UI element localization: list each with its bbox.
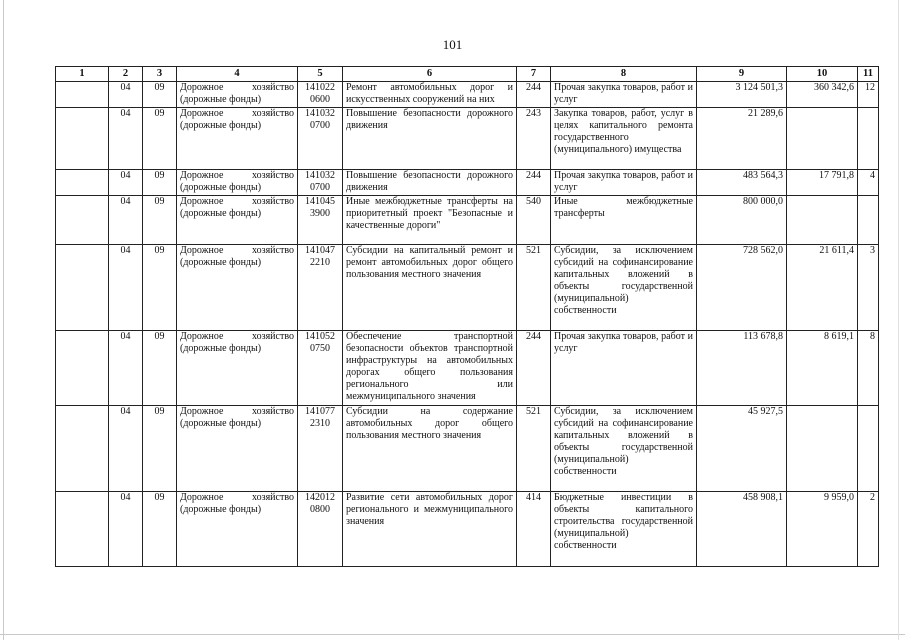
cell-section: 04	[109, 170, 143, 196]
cell-subsection: 09	[143, 331, 177, 406]
column-header: 9	[697, 67, 787, 82]
cell-target-name: Повышение безопасности дорожного движения	[343, 170, 517, 196]
cell-target-code: 141032 0700	[298, 108, 343, 170]
column-header: 1	[56, 67, 109, 82]
cell-target-name: Иные межбюджетные трансферты на приоритетный проект "Безопасные и качественные дороги"	[343, 196, 517, 245]
cell-section: 04	[109, 82, 143, 108]
cell-expense-name: Иные межбюджетные трансферты	[551, 196, 697, 245]
cell-col11: 2	[858, 492, 879, 567]
cell-expense-type: 521	[517, 245, 551, 331]
cell-expense-type: 244	[517, 170, 551, 196]
cell-col11: 3	[858, 245, 879, 331]
cell-expense-type: 540	[517, 196, 551, 245]
cell-subsection-name: Дорожное хозяйство (дорожные фонды)	[177, 170, 298, 196]
table-row	[56, 82, 879, 108]
cell-expense-name: Бюджетные инвестиции в объекты капитального строительства государственной (муниципальной) собственности	[551, 492, 697, 567]
cell-expense-name: Закупка товаров, работ, услуг в целях капитального ремонта государственного (муниципального) имущества	[551, 108, 697, 170]
cell-col11	[858, 196, 879, 245]
column-header: 3	[143, 67, 177, 82]
cell-target-code: 142012 0800	[298, 492, 343, 567]
column-header: 4	[177, 67, 298, 82]
cell-subsection: 09	[143, 406, 177, 492]
cell-target-code: 141045 3900	[298, 196, 343, 245]
cell-col1	[56, 82, 109, 108]
cell-target-code: 141047 2210	[298, 245, 343, 331]
cell-target-name: Обеспечение транспортной безопасности объектов транспортной инфраструктуры на автомобильных дорогах общего пользования регионального или межмуниципального значения	[343, 331, 517, 406]
cell-subsection-name: Дорожное хозяйство (дорожные фонды)	[177, 245, 298, 331]
table-row	[56, 492, 879, 567]
scan-edge-right	[898, 0, 899, 640]
cell-col1	[56, 196, 109, 245]
cell-amount: 45 927,5	[697, 406, 787, 492]
cell-col1	[56, 492, 109, 567]
cell-subsection-name: Дорожное хозяйство (дорожные фонды)	[177, 406, 298, 492]
cell-section: 04	[109, 406, 143, 492]
cell-col1	[56, 406, 109, 492]
cell-amount: 483 564,3	[697, 170, 787, 196]
table-row	[56, 245, 879, 331]
cell-subsection: 09	[143, 196, 177, 245]
cell-amount: 113 678,8	[697, 331, 787, 406]
cell-subsection: 09	[143, 82, 177, 108]
cell-expense-name: Субсидии, за исключением субсидий на софинансирование капитальных вложений в объекты государственной (муниципальной) собственности	[551, 406, 697, 492]
cell-amount-2: 21 611,4	[787, 245, 858, 331]
cell-col11: 12	[858, 82, 879, 108]
cell-amount-2: 9 959,0	[787, 492, 858, 567]
cell-subsection: 09	[143, 492, 177, 567]
cell-amount-2: 17 791,8	[787, 170, 858, 196]
cell-amount-2: 8 619,1	[787, 331, 858, 406]
cell-amount: 458 908,1	[697, 492, 787, 567]
cell-amount-2	[787, 196, 858, 245]
cell-expense-name: Прочая закупка товаров, работ и услуг	[551, 331, 697, 406]
cell-col11: 4	[858, 170, 879, 196]
table-row	[56, 331, 879, 406]
cell-target-code: 141032 0700	[298, 170, 343, 196]
cell-amount: 21 289,6	[697, 108, 787, 170]
cell-target-name: Повышение безопасности дорожного движения	[343, 108, 517, 170]
scan-edge-bottom	[0, 634, 905, 635]
table-row	[56, 406, 879, 492]
cell-expense-type: 521	[517, 406, 551, 492]
table-row	[56, 196, 879, 245]
cell-expense-type: 244	[517, 331, 551, 406]
cell-amount-2	[787, 108, 858, 170]
cell-amount-2	[787, 406, 858, 492]
page-number: 101	[442, 37, 463, 52]
cell-col11: 8	[858, 331, 879, 406]
table-row	[56, 170, 879, 196]
cell-col11	[858, 406, 879, 492]
column-header: 10	[787, 67, 858, 82]
column-header: 5	[298, 67, 343, 82]
cell-col1	[56, 331, 109, 406]
table-header-row	[56, 67, 879, 82]
cell-section: 04	[109, 196, 143, 245]
table-row	[56, 108, 879, 170]
cell-target-code: 141052 0750	[298, 331, 343, 406]
cell-expense-name: Прочая закупка товаров, работ и услуг	[551, 82, 697, 108]
cell-expense-type: 244	[517, 82, 551, 108]
cell-col11	[858, 108, 879, 170]
cell-section: 04	[109, 108, 143, 170]
cell-amount: 800 000,0	[697, 196, 787, 245]
column-header: 2	[109, 67, 143, 82]
cell-subsection-name: Дорожное хозяйство (дорожные фонды)	[177, 331, 298, 406]
cell-subsection-name: Дорожное хозяйство (дорожные фонды)	[177, 108, 298, 170]
cell-subsection: 09	[143, 245, 177, 331]
column-header: 6	[343, 67, 517, 82]
cell-amount: 3 124 501,3	[697, 82, 787, 108]
cell-section: 04	[109, 492, 143, 567]
column-header: 7	[517, 67, 551, 82]
cell-amount: 728 562,0	[697, 245, 787, 331]
cell-expense-type: 243	[517, 108, 551, 170]
cell-target-name: Субсидии на содержание автомобильных дорог общего пользования местного значения	[343, 406, 517, 492]
cell-subsection-name: Дорожное хозяйство (дорожные фонды)	[177, 82, 298, 108]
cell-section: 04	[109, 331, 143, 406]
cell-target-code: 141022 0600	[298, 82, 343, 108]
cell-col1	[56, 108, 109, 170]
scan-edge-left	[3, 0, 4, 640]
cell-target-name: Субсидии на капитальный ремонт и ремонт автомобильных дорог общего пользования местного значения	[343, 245, 517, 331]
cell-subsection-name: Дорожное хозяйство (дорожные фонды)	[177, 492, 298, 567]
cell-target-code: 141077 2310	[298, 406, 343, 492]
cell-expense-name: Прочая закупка товаров, работ и услуг	[551, 170, 697, 196]
cell-amount-2: 360 342,6	[787, 82, 858, 108]
cell-subsection: 09	[143, 170, 177, 196]
cell-col1	[56, 245, 109, 331]
column-header: 8	[551, 67, 697, 82]
column-header: 11	[858, 67, 879, 82]
cell-expense-name: Субсидии, за исключением субсидий на софинансирование капитальных вложений в объекты государственной (муниципальной) собственности	[551, 245, 697, 331]
cell-target-name: Развитие сети автомобильных дорог регионального и межмуниципального значения	[343, 492, 517, 567]
cell-subsection-name: Дорожное хозяйство (дорожные фонды)	[177, 196, 298, 245]
cell-expense-type: 414	[517, 492, 551, 567]
cell-section: 04	[109, 245, 143, 331]
cell-col1	[56, 170, 109, 196]
budget-table	[55, 66, 879, 567]
cell-subsection: 09	[143, 108, 177, 170]
cell-target-name: Ремонт автомобильных дорог и искусственных сооружений на них	[343, 82, 517, 108]
